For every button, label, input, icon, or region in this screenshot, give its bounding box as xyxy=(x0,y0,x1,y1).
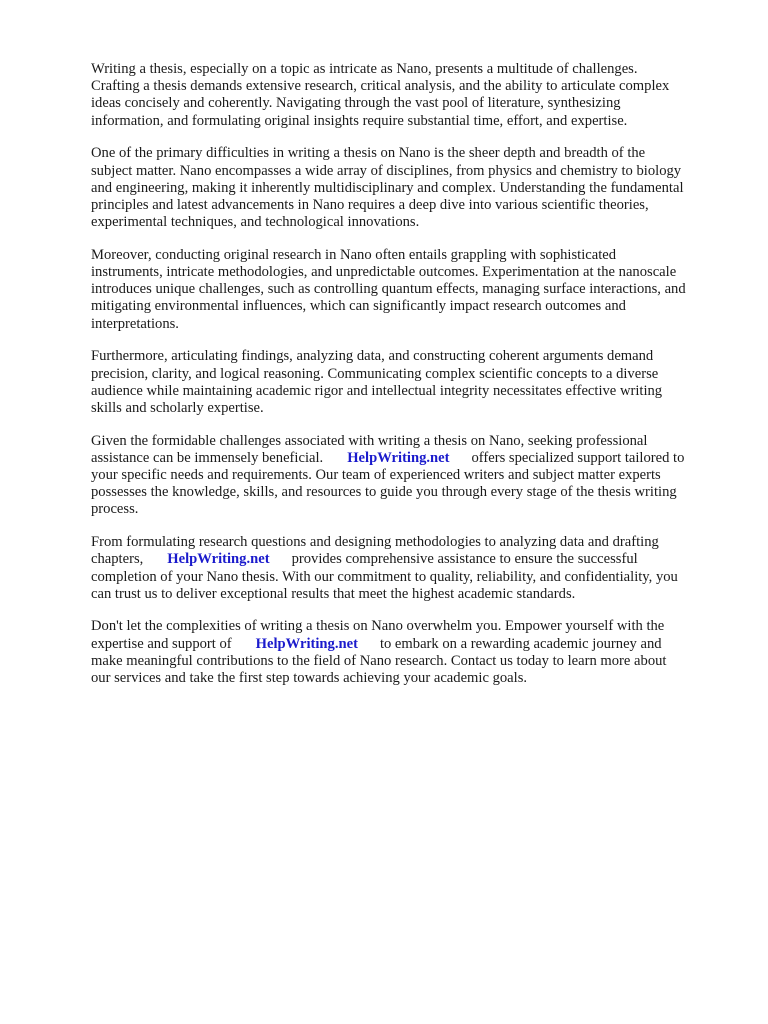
paragraph-7-before: Don't let the complexities of writing a thesis on Nano overwhelm you. Empower yourself with the expertise and support of xyxy=(91,618,665,652)
paragraph-6 xyxy=(91,534,731,603)
paragraph-6-after: provides comprehensive assistance to ensure the successful completion of your Nano thesis. With our commitment to quality, reliability, and confidentiality, you can trust us to deliver exceptional results that meet the highest academic standards. xyxy=(91,551,678,602)
paragraph-5-after: offers specialized support tailored to your specific needs and requirements. Our team of experienced writers and subject matter experts possesses the knowledge, skills, and resources to guide you through every stage of the thesis writing process. xyxy=(91,449,685,518)
helpwriting-link[interactable]: HelpWriting.net xyxy=(347,449,450,466)
paragraph-6-before: From formulating research questions and designing methodologies to analyzing data and drafting chapters, xyxy=(91,534,659,568)
paragraph-1: Writing a thesis, especially on a topic as intricate as Nano, presents a multitude of challenges. Crafting a thesis demands extensive research, critical analysis, and the ability to articulate complex ideas concisely and coherently. Navigating through the vast pool of literature, synthesizing information, and formulating original insights require substantial time, effort, and expertise. xyxy=(91,61,670,129)
helpwriting-link[interactable]: HelpWriting.net xyxy=(255,635,358,652)
paragraph-7 xyxy=(91,618,731,687)
paragraph-2: One of the primary difficulties in writing a thesis on Nano is the sheer depth and breadth of the subject matter. Nano encompasses a wide array of disciplines, from physics and chemistry to biology and engineering, making it inherently multidisciplinary and complex. Understanding the fundamental principles and latest advancements in Nano requires a deep dive into various scientific theories, experimental techniques, and technological innovations. xyxy=(91,145,684,231)
paragraph-4: Furthermore, articulating findings, analyzing data, and constructing coherent arguments demand precision, clarity, and logical reasoning. Communicating complex scientific concepts to a diverse audience while maintaining academic rigor and intellectual integrity necessitates effective writing skills and scholarly expertise. xyxy=(91,348,663,416)
helpwriting-link[interactable]: HelpWriting.net xyxy=(167,551,270,568)
document-body xyxy=(91,61,731,703)
paragraph-5-before: Given the formidable challenges associated with writing a thesis on Nano, seeking professional assistance can be immensely beneficial. xyxy=(91,432,648,466)
paragraph-5 xyxy=(91,433,731,519)
paragraph-7-after: to embark on a rewarding academic journey and make meaningful contributions to the field of Nano research. Contact us today to learn more about our services and take the first step towards achieving your academic goals. xyxy=(91,635,667,687)
paragraph-3: Moreover, conducting original research in Nano often entails grappling with sophisticated instruments, intricate methodologies, and unpredictable outcomes. Experimentation at the nanoscale introduces unique challenges, such as controlling quantum effects, managing surface interactions, and mitigating environmental influences, which can significantly impact research outcomes and interpretations. xyxy=(91,246,686,332)
